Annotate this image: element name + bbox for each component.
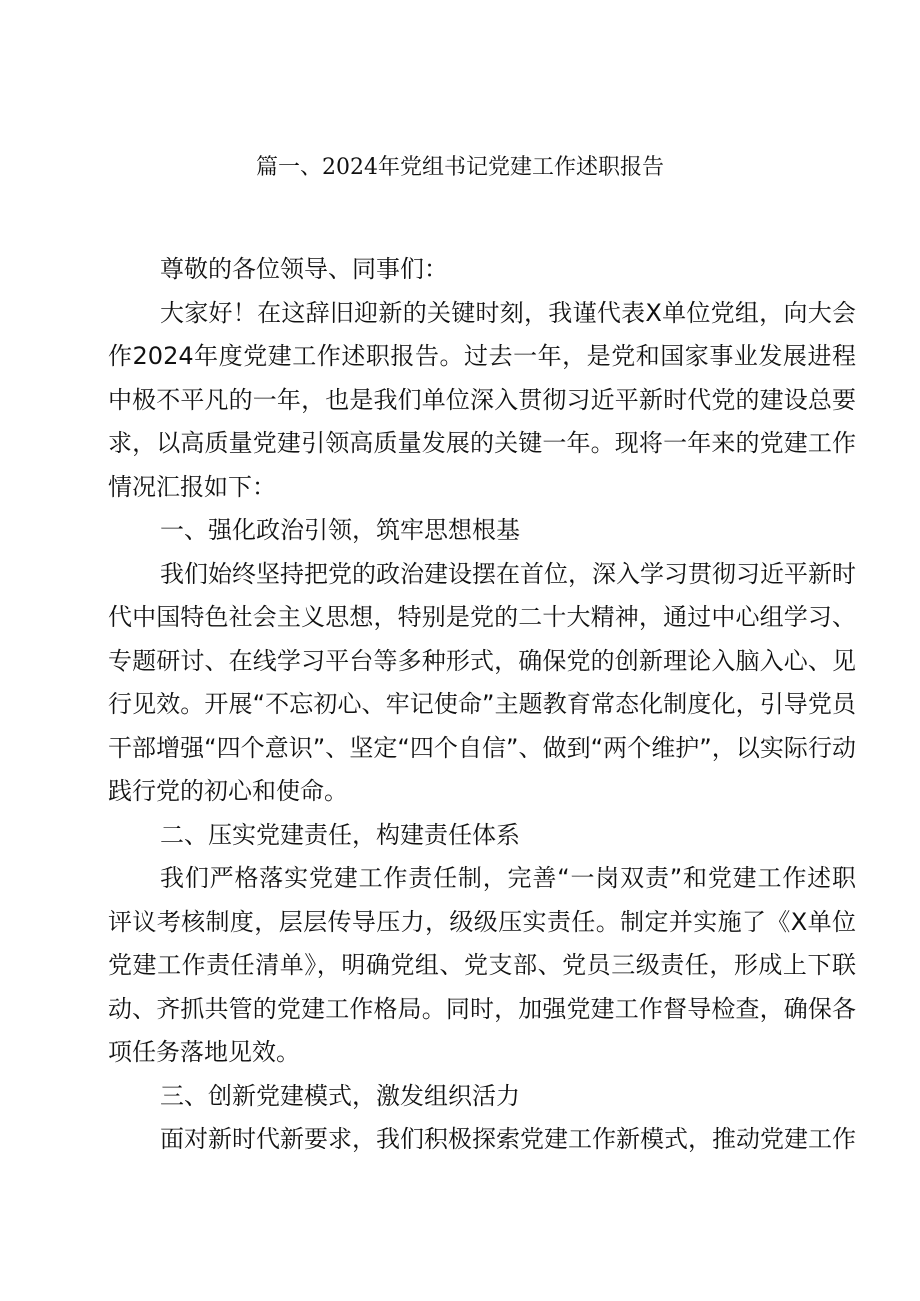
section-heading-3: 三、创新党建模式，激发组织活力 <box>160 1081 520 1110</box>
document-body <box>108 248 856 1162</box>
paragraph-section-3: 面对新时代新要求，我们积极探索党建工作新模式，推动党建工作 <box>160 1125 856 1153</box>
section-heading-1: 一、强化政治引领，筑牢思想根基 <box>160 516 520 544</box>
paragraph-section-2: 我们严格落实党建工作责任制，完善“一岗双责”和党建工作述职评议考核制度，层层传导压力，级级压实责任。制定并实施了《X单位党建工作责任清单》，明确党组、党支部、党员三级责任，形成上下联动、齐抓共管的党建工作格局。同时，加强党建工作督导检查，确保各项任务落地见效。 <box>108 864 856 1066</box>
salutation: 尊敬的各位领导、同事们： <box>160 255 448 283</box>
section-heading-2: 二、压实党建责任，构建责任体系 <box>160 820 520 849</box>
document-title: 篇一、2024年党组书记党建工作述职报告 <box>256 155 664 180</box>
paragraph-opening: 大家好！在这辞旧迎新的关键时刻，我谨代表X单位党组，向大会作2024年度党建工作述职报告。过去一年，是党和国家事业发展进程中极不平凡的一年，也是我们单位深入贯彻习近平新时代党的建设总要求，以高质量党建引领高质量发展的关键一年。现将一年来的党建工作情况汇报如下： <box>108 298 856 501</box>
paragraph-section-1: 我们始终坚持把党的政治建设摆在首位，深入学习贯彻习近平新时代中国特色社会主义思想，特别是党的二十大精神，通过中心组学习、专题研讨、在线学习平台等多种形式，确保党的创新理论入脑入心、见行见效。开展“不忘初心、牢记使命”主题教育常态化制度化，引导党员干部增强“四个意识”、坚定“四个自信”、做到“两个维护”，以实际行动践行党的初心和使命。 <box>108 559 856 805</box>
